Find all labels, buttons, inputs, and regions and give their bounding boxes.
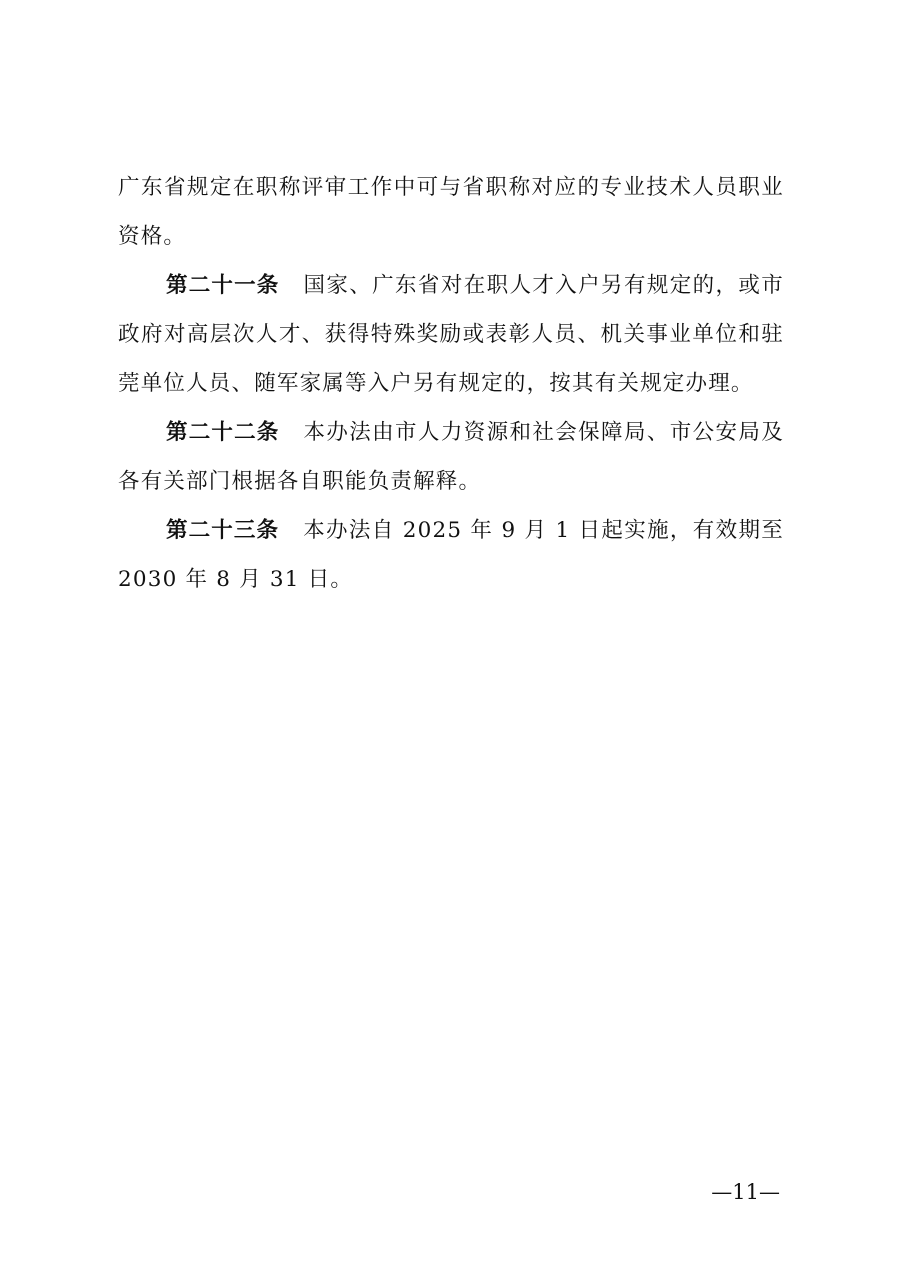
- paragraph-text: 本办法由市人力资源和社会保障局、市公安局及各有关部门根据各自职能负责解释。: [118, 420, 784, 494]
- document-body: [118, 163, 784, 604]
- article-heading: 第二十三条: [166, 518, 280, 543]
- article-21: [118, 261, 784, 408]
- paragraph-text: 本办法自 2025 年 9 月 1 日起实施，有效期至 2030 年 8 月 31 日。: [118, 518, 784, 592]
- article-23: [118, 506, 784, 604]
- paragraph-text: 广东省规定在职称评审工作中可与省职称对应的专业技术人员职业资格。: [118, 175, 784, 249]
- article-heading: 第二十二条: [166, 420, 280, 445]
- article-22: [118, 408, 784, 506]
- paragraph-continuation: [118, 163, 784, 261]
- article-heading: 第二十一条: [166, 273, 280, 298]
- paragraph-text: 国家、广东省对在职人才入户另有规定的，或市政府对高层次人才、获得特殊奖励或表彰人员、机关事业单位和驻莞单位人员、随军家属等入户另有规定的，按其有关规定办理。: [118, 273, 784, 396]
- page-number: —11—: [711, 1180, 780, 1204]
